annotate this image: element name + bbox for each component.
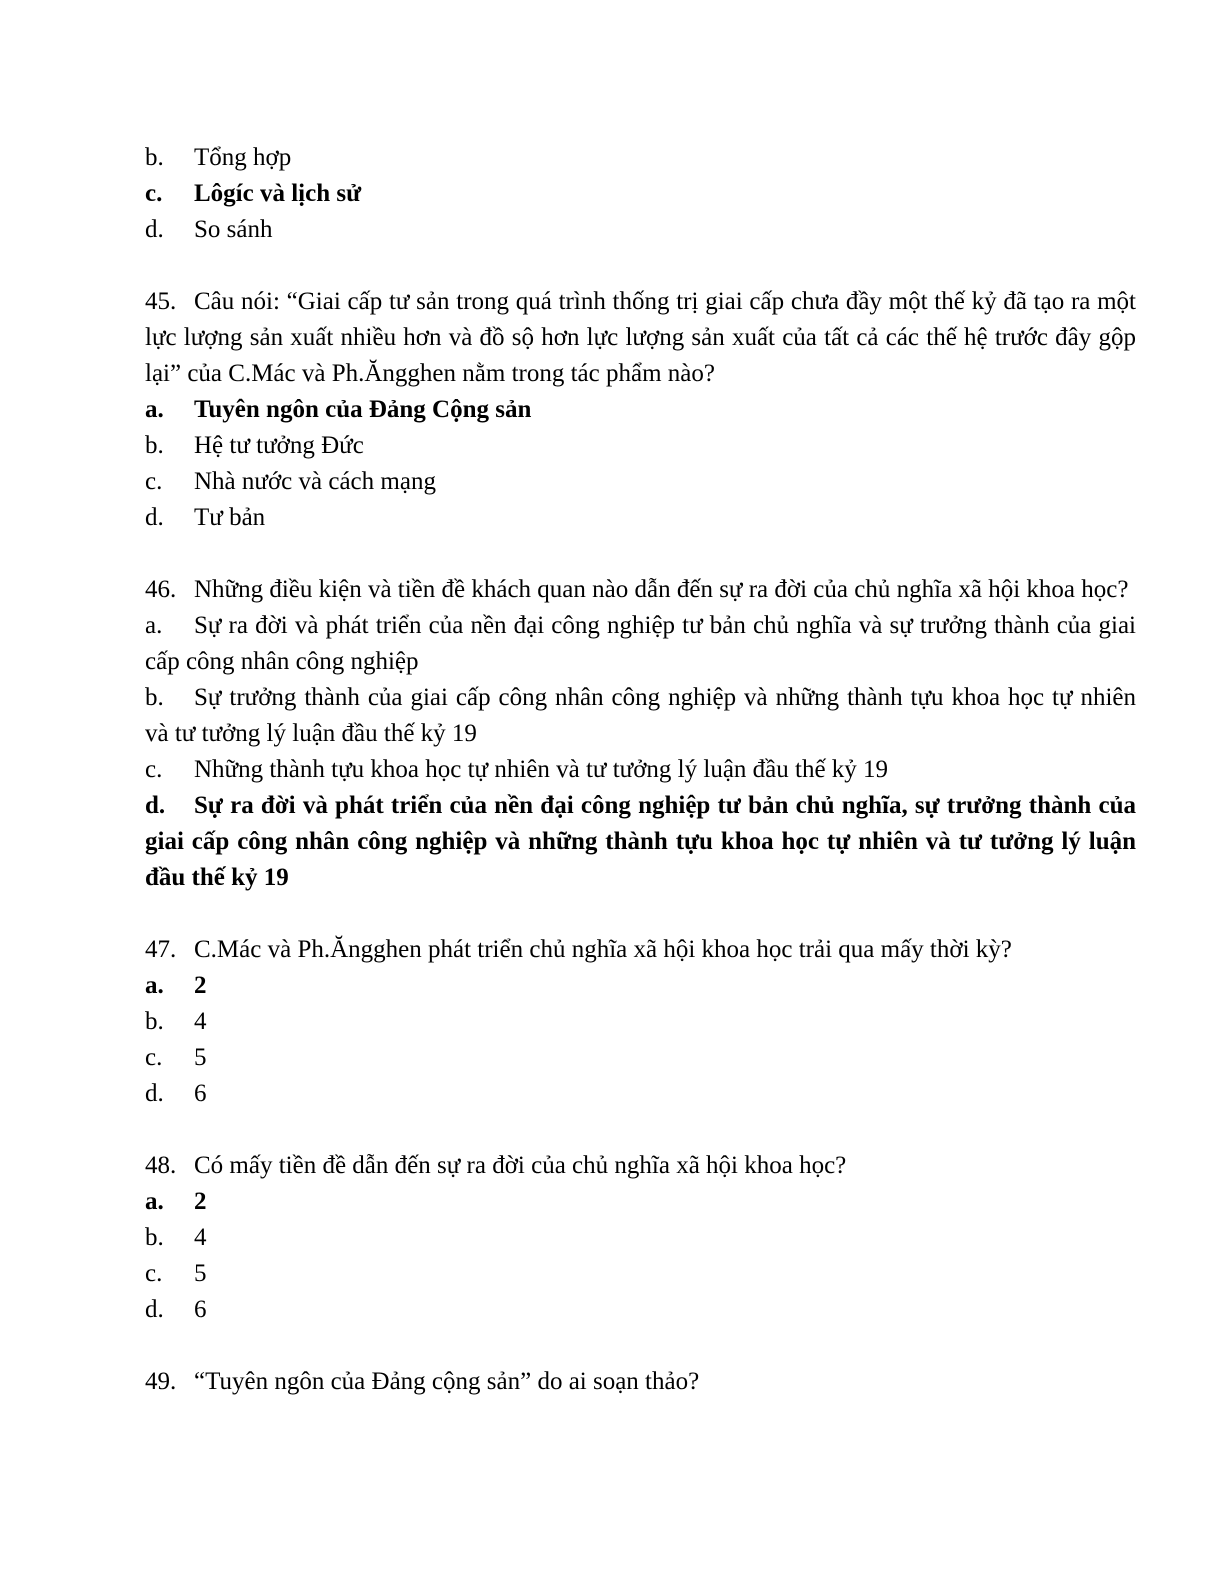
question-block: [145, 572, 1136, 896]
answer-option-letter: d.: [145, 1296, 164, 1323]
answer-option-text: Những thành tựu khoa học tự nhiên và tư tưởng lý luận đầu thế kỷ 19: [194, 756, 889, 783]
answer-option: [145, 1184, 1136, 1220]
answer-option-text: 4: [194, 1224, 207, 1251]
answer-option-letter: d.: [145, 792, 166, 819]
answer-option-text: So sánh: [194, 216, 273, 243]
answer-option: [145, 1256, 1136, 1292]
answer-option-letter: a.: [145, 972, 164, 999]
question-number: 47.: [145, 936, 177, 963]
quiz-content: [145, 140, 1136, 1400]
question-number: 45.: [145, 288, 177, 315]
question-block: [145, 284, 1136, 536]
question-block: [145, 1364, 1136, 1400]
answer-option-letter: b.: [145, 684, 164, 711]
answer-option: [145, 428, 1136, 464]
question-paragraph: [145, 1148, 1136, 1184]
answer-option-text: Lôgíc và lịch sử: [194, 180, 362, 207]
answer-option-letter: c.: [145, 756, 163, 783]
answer-option-letter: b.: [145, 144, 164, 171]
answer-option: [145, 1292, 1136, 1328]
answer-option: [145, 752, 1136, 788]
answer-option-letter: b.: [145, 1008, 164, 1035]
answer-option-text: 2: [194, 972, 207, 999]
answer-option-text: Sự ra đời và phát triển của nền đại công nghiệp tư bản chủ nghĩa và sự trưởng thành của giai cấp công nhân công nghiệp: [145, 612, 1136, 675]
answer-option-letter: d.: [145, 1080, 164, 1107]
answer-option-text: 2: [194, 1188, 207, 1215]
question-number: 49.: [145, 1368, 177, 1395]
answer-option-text: Sự ra đời và phát triển của nền đại công nghiệp tư bản chủ nghĩa, sự trưởng thành của giai cấp công nhân công nghiệp và những thành tựu khoa học tự nhiên và tư tưởng lý luận đầu thế kỷ 19: [145, 792, 1136, 891]
answer-option-letter: c.: [145, 180, 163, 207]
question-text: Những điều kiện và tiền đề khách quan nào dẫn đến sự ra đời của chủ nghĩa xã hội khoa học?: [194, 576, 1129, 603]
answer-option: [145, 392, 1136, 428]
answer-option: [145, 1040, 1136, 1076]
question-block: [145, 932, 1136, 1112]
answer-option: [145, 1076, 1136, 1112]
answer-option-letter: d.: [145, 216, 164, 243]
question-block: [145, 140, 1136, 248]
question-text: “Tuyên ngôn của Đảng cộng sản” do ai soạn thảo?: [194, 1368, 700, 1395]
answer-option-text: 6: [194, 1296, 207, 1323]
question-paragraph: [145, 1364, 1136, 1400]
answer-option-text: 6: [194, 1080, 207, 1107]
answer-option: [145, 1220, 1136, 1256]
answer-option-letter: b.: [145, 1224, 164, 1251]
question-paragraph: [145, 572, 1136, 608]
question-paragraph: [145, 284, 1136, 392]
answer-option-letter: c.: [145, 1044, 163, 1071]
answer-option: [145, 680, 1136, 752]
answer-option: [145, 212, 1136, 248]
question-paragraph: [145, 932, 1136, 968]
answer-option-letter: d.: [145, 504, 164, 531]
answer-option-text: 4: [194, 1008, 207, 1035]
question-number: 46.: [145, 576, 177, 603]
answer-option-letter: c.: [145, 468, 163, 495]
answer-option: [145, 500, 1136, 536]
answer-option: [145, 176, 1136, 212]
question-text: C.Mác và Ph.Ăngghen phát triển chủ nghĩa xã hội khoa học trải qua mấy thời kỳ?: [194, 936, 1012, 963]
answer-option-text: Tổng hợp: [194, 144, 292, 171]
answer-option-letter: a.: [145, 396, 164, 423]
question-text: Có mấy tiền đề dẫn đến sự ra đời của chủ nghĩa xã hội khoa học?: [194, 1152, 847, 1179]
answer-option-text: Nhà nước và cách mạng: [194, 468, 436, 495]
answer-option: [145, 968, 1136, 1004]
answer-option-letter: a.: [145, 1188, 164, 1215]
answer-option-text: Sự trưởng thành của giai cấp công nhân công nghiệp và những thành tựu khoa học tự nhiên và tư tưởng lý luận đầu thế kỷ 19: [145, 684, 1136, 747]
answer-option-letter: a.: [145, 612, 163, 639]
answer-option-text: 5: [194, 1044, 207, 1071]
question-text: Câu nói: “Giai cấp tư sản trong quá trình thống trị giai cấp chưa đầy một thế kỷ đã tạo ra một lực lượng sản xuất nhiều hơn và đồ sộ hơn lực lượng sản xuất của tất cả các thế hệ trước đây gộp lại” của C.Mác và Ph.Ăngghen nằm trong tác phẩm nào?: [145, 288, 1136, 387]
answer-option: [145, 140, 1136, 176]
answer-option-text: Tuyên ngôn của Đảng Cộng sản: [194, 396, 532, 423]
answer-option-letter: b.: [145, 432, 164, 459]
question-block: [145, 1148, 1136, 1328]
question-number: 48.: [145, 1152, 177, 1179]
answer-option: [145, 1004, 1136, 1040]
answer-option-letter: c.: [145, 1260, 163, 1287]
answer-option: [145, 464, 1136, 500]
answer-option: [145, 608, 1136, 680]
answer-option-text: 5: [194, 1260, 207, 1287]
answer-option: [145, 788, 1136, 896]
answer-option-text: Tư bản: [194, 504, 266, 531]
answer-option-text: Hệ tư tưởng Đức: [194, 432, 364, 459]
